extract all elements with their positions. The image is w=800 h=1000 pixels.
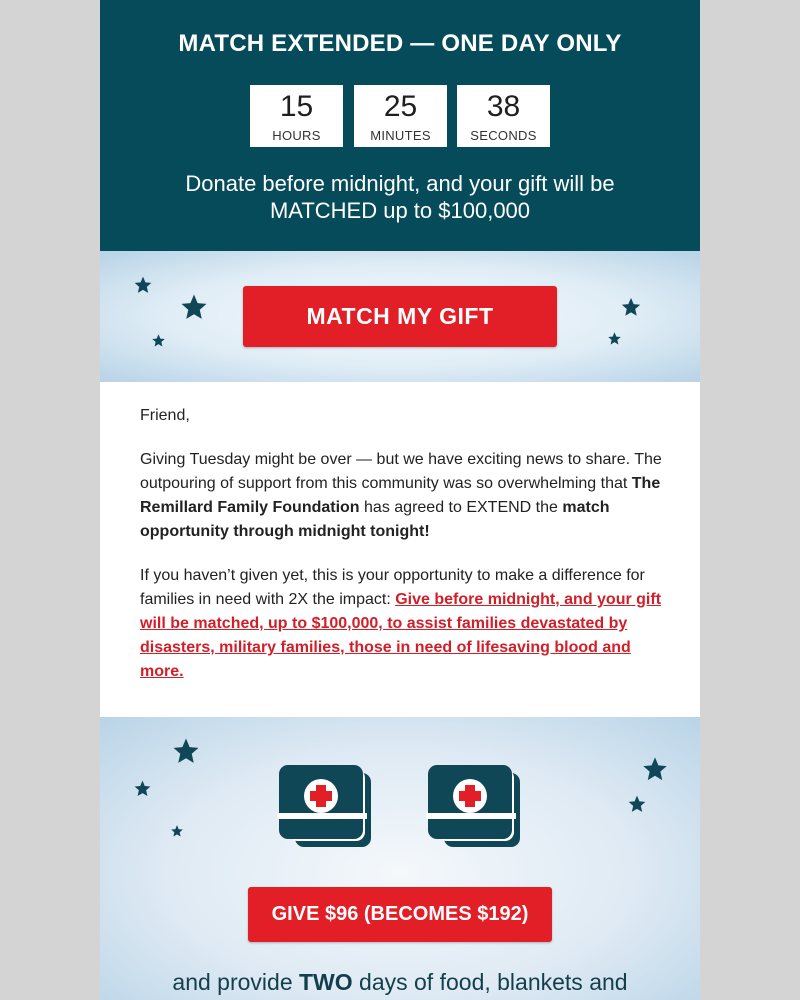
give-before-midnight-link[interactable]: Give before midnight, and your gift will be matched, up to $100,000, to assist families devastated by disasters, military families, those in need of lifesaving blood and more. [140, 591, 662, 680]
closing-text [100, 969, 700, 996]
email-container [100, 0, 700, 1000]
star-icon [620, 296, 642, 318]
star-icon [627, 794, 647, 814]
paragraph-text: If you haven’t given yet, this is your opportunity to make a difference for families in need with 2X the impact: [140, 567, 645, 608]
tagline-line-2: MATCHED up to $100,000 [269, 198, 531, 223]
timer-seconds-value: 38 [486, 90, 521, 123]
letter-body [140, 404, 665, 704]
star-icon [133, 779, 152, 798]
tagline-line-1: Donate before midnight, and your gift will be [185, 171, 615, 196]
foundation-name: The Remillard Family Foundation [140, 475, 661, 516]
closing-text-part: days of food, blankets and [352, 969, 628, 995]
give-96-button[interactable]: GIVE $96 (BECOMES $192) [248, 887, 552, 942]
star-icon [170, 824, 184, 838]
cta-band [100, 251, 700, 382]
tagline [100, 170, 700, 224]
timer-minutes-value: 25 [383, 90, 418, 123]
paragraph-opportunity [140, 564, 665, 684]
headline: MATCH EXTENDED — ONE DAY ONLY [178, 30, 622, 57]
header-banner [100, 0, 700, 251]
timer-hours-value: 15 [279, 90, 314, 123]
match-my-gift-button[interactable]: MATCH MY GIFT [243, 286, 557, 347]
first-aid-kit-icon [426, 765, 522, 849]
offer-section [100, 717, 700, 1000]
paragraph-text: has agreed to EXTEND the [359, 499, 563, 516]
paragraph-news [140, 448, 665, 544]
timer-minutes-label: MINUTES [370, 128, 431, 143]
closing-text-emphasis: TWO [299, 969, 353, 995]
timer-hours [250, 85, 343, 147]
star-icon [133, 275, 153, 295]
closing-text-part: and provide [172, 969, 299, 995]
greeting: Friend, [140, 407, 190, 424]
timer-minutes [354, 85, 447, 147]
countdown-timer [250, 85, 550, 147]
match-deadline-text: match opportunity through midnight tonight! [140, 499, 610, 540]
timer-seconds-label: SECONDS [470, 128, 537, 143]
star-icon [151, 333, 166, 348]
star-icon [171, 736, 201, 766]
timer-seconds [457, 85, 550, 147]
first-aid-kit-icon [277, 765, 373, 849]
star-icon [179, 292, 209, 322]
star-icon [641, 755, 669, 783]
star-icon [607, 331, 622, 346]
paragraph-text: Giving Tuesday might be over — but we have exciting news to share. The outpouring of support from this community was so overwhelming that [140, 451, 662, 492]
timer-hours-label: HOURS [272, 128, 321, 143]
